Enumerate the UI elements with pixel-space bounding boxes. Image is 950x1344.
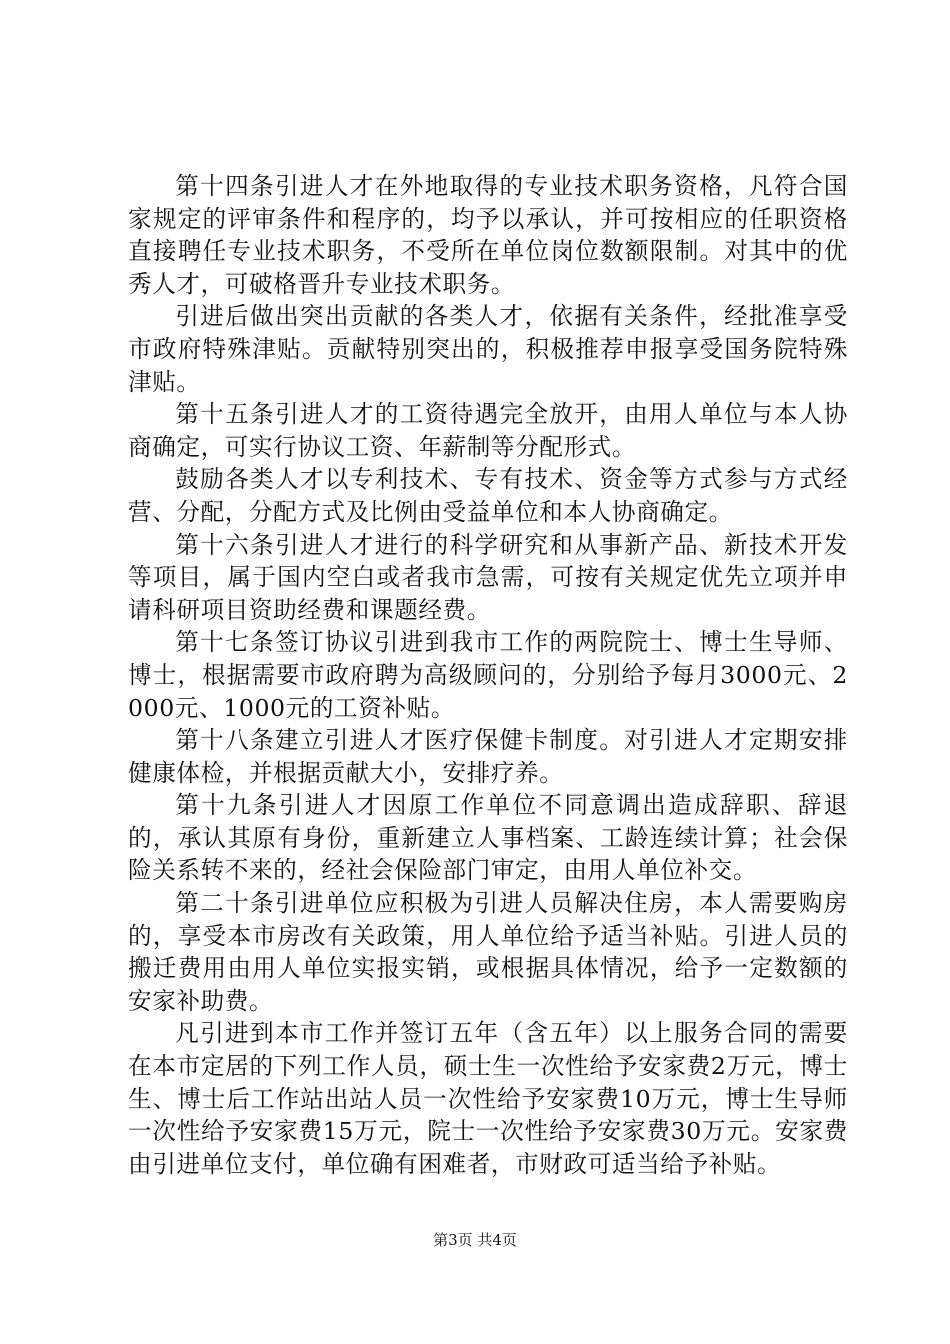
paragraph-patent-participation: 鼓励各类人才以专利技术、专有技术、资金等方式参与方式经营、分配，分配方式及比例由受益单位和本人协商确定。 (128, 465, 848, 526)
page-footer (0, 1230, 950, 1250)
paragraph-article-20: 第二十条引进单位应积极为引进人员解决住房，本人需要购房的，享受本市房改有关政策，用人单位给予适当补贴。引进人员的搬迁费用由用人单位实报实销，或根据具体情况，给予一定数额的安家补助费。 (128, 889, 848, 1015)
paragraph-article-19: 第十九条引进人才因原工作单位不同意调出造成辞职、辞退的，承认其原有身份，重新建立人事档案、工龄连续计算；社会保险关系转不来的，经社会保险部门审定，由用人单位补交。 (128, 791, 848, 885)
paragraph-special-allowance: 引进后做出突出贡献的各类人才，依据有关条件，经批准享受市政府特殊津贴。贡献特别突出的，积极推荐申报享受国务院特殊津贴。 (128, 302, 848, 396)
document-body (128, 170, 848, 1180)
paragraph-article-14: 第十四条引进人才在外地取得的专业技术职务资格，凡符合国家规定的评审条件和程序的，均予以承认，并可按相应的任职资格直接聘任专业技术职务，不受所在单位岗位数额限制。对其中的优秀人才，可破格晋升专业技术职务。 (128, 172, 848, 298)
page-number-label: 第3页 共4页 (433, 1231, 517, 1249)
paragraph-article-17: 第十七条签订协议引进到我市工作的两院院士、博士生导师、博士，根据需要市政府聘为高级顾问的，分别给予每月3000元、2000元、1000元的工资补贴。 (128, 628, 848, 722)
paragraph-article-18: 第十八条建立引进人才医疗保健卡制度。对引进人才定期安排健康体检，并根据贡献大小，安排疗养。 (128, 726, 848, 787)
paragraph-article-16: 第十六条引进人才进行的科学研究和从事新产品、新技术开发等项目，属于国内空白或者我市急需，可按有关规定优先立项并申请科研项目资助经费和课题经费。 (128, 530, 848, 624)
paragraph-article-15: 第十五条引进人才的工资待遇完全放开，由用人单位与本人协商确定，可实行协议工资、年薪制等分配形式。 (128, 400, 848, 461)
paragraph-settlement-fee: 凡引进到本市工作并签订五年（含五年）以上服务合同的需要在本市定居的下列工作人员，硕士生一次性给予安家费2万元，博士生、博士后工作站出站人员一次性给予安家费10万元，博士生导师一次性给予安家费15万元，院士一次性给予安家费30万元。安家费由引进单位支付，单位确有困难者，市财政可适当给予补贴。 (128, 1019, 848, 1178)
